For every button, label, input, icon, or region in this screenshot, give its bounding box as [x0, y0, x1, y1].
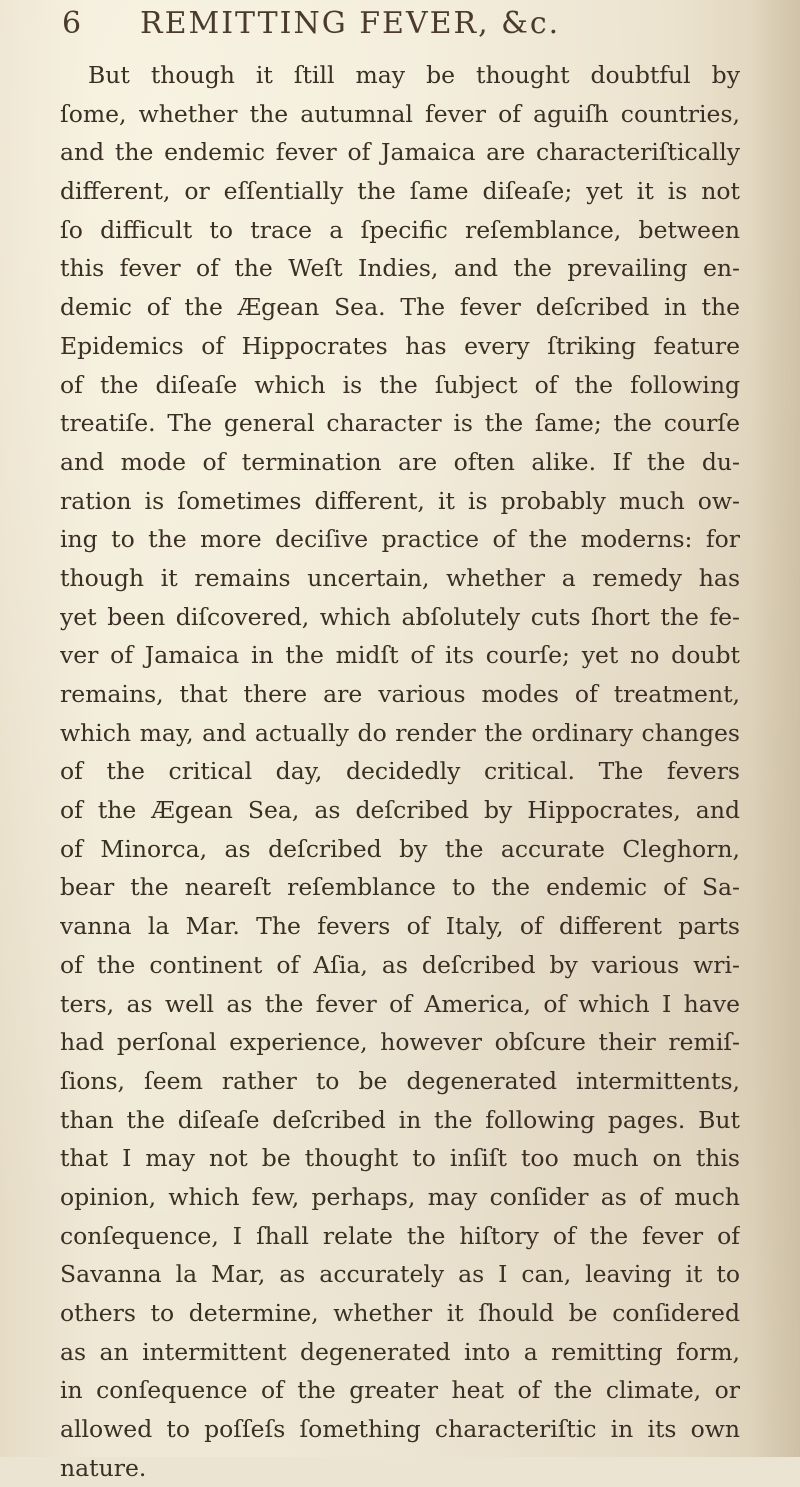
text-line: than the diſeaſe deſcribed in the following pages. But — [60, 1105, 740, 1134]
text-line: of the diſeaſe which is the ſubject of the following — [60, 370, 740, 399]
text-line: ſo difficult to trace a ſpecific reſemblance, between — [60, 215, 740, 244]
text-line: this fever of the Weſt Indies, and the prevailing en- — [60, 254, 740, 283]
text-line: vanna la Mar. The fevers of Italy, of different parts — [60, 912, 740, 941]
text-line: Epidemics of Hippocrates has every ſtriking feature — [60, 331, 740, 360]
running-head — [62, 6, 702, 46]
text-line: ing to the more deciſive practice of the moderns: for — [60, 525, 740, 554]
page-number: 6 — [62, 6, 83, 41]
text-line: which may, and actually do render the ordinary changes — [60, 718, 740, 747]
text-line: demic of the Ægean Sea. The fever deſcribed in the — [60, 293, 740, 322]
text-line: that I may not be thought to inſiſt too much on this — [60, 1144, 740, 1173]
text-line: ration is ſometimes different, it is probably much ow- — [60, 486, 740, 515]
text-line: remains, that there are various modes of treatment, — [60, 680, 740, 708]
text-line: Savanna la Mar, as accurately as I can, leaving it to — [60, 1260, 740, 1289]
text-line: allowed to poſſeſs ſomething characteriſtic in its own — [60, 1415, 740, 1444]
text-line: as an intermittent degenerated into a remitting form, — [60, 1337, 740, 1366]
text-line: others to determine, whether it ſhould be conſidered — [60, 1299, 740, 1327]
text-line: of Minorca, as deſcribed by the accurate Cleghorn, — [60, 834, 740, 863]
running-title: REMITTING FEVER, &c. — [140, 6, 561, 41]
page-edge-shading — [752, 0, 800, 1457]
text-line: had perſonal experience, however obſcure their remiſ- — [60, 1028, 740, 1057]
text-line: ver of Jamaica in the midſt of its courſe; yet no doubt — [60, 641, 740, 670]
text-line: yet been diſcovered, which abſolutely cuts ſhort the fe- — [60, 602, 740, 631]
text-line: ſions, ſeem rather to be degenerated intermittents, — [60, 1066, 740, 1095]
text-line: conſequence, I ſhall relate the hiſtory of the fever of — [60, 1221, 740, 1250]
text-line: opinion, which few, perhaps, may conſider as of much — [60, 1182, 740, 1211]
text-line: and the endemic fever of Jamaica are characteriſtically — [60, 138, 740, 167]
text-line: But though it ſtill may be thought doubtful by — [88, 61, 740, 89]
text-line: ſome, whether the autumnal fever of aguiſh countries, — [60, 99, 740, 128]
body-text — [60, 56, 740, 1487]
text-line: of the critical day, decidedly critical. The fevers — [60, 757, 740, 786]
text-line: treatiſe. The general character is the ſame; the courſe — [60, 409, 740, 438]
text-line-last: nature. — [60, 1453, 147, 1482]
text-line: of the Ægean Sea, as deſcribed by Hippocrates, and — [60, 796, 740, 825]
text-line: of the continent of Aſia, as deſcribed by various wri- — [60, 950, 740, 979]
text-line: in conſequence of the greater heat of the climate, or — [60, 1376, 740, 1405]
text-line: though it remains uncertain, whether a remedy has — [60, 563, 740, 592]
text-line: different, or eſſentially the ſame diſeaſe; yet it is not — [60, 177, 740, 206]
text-line: and mode of termination are often alike. If the du- — [60, 447, 740, 476]
text-line: bear the neareſt reſemblance to the endemic of Sa- — [60, 873, 740, 902]
text-line: ters, as well as the fever of America, of which I have — [60, 989, 740, 1018]
